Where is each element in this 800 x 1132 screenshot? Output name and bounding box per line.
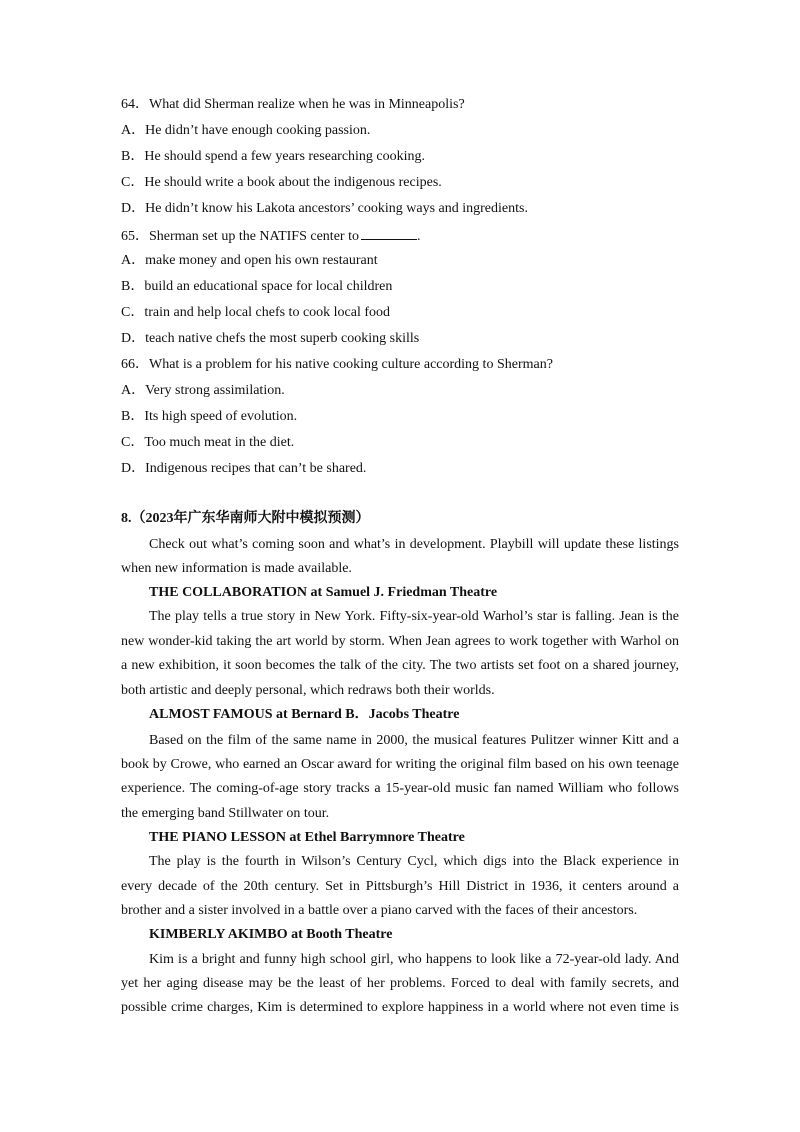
show-text-line: every decade of the 20th century. Set in Pittsburgh’s Hill District in 1936, it centers around a (121, 879, 679, 894)
question-66-option-b: B．Its high speed of evolution. (121, 409, 298, 424)
question-66-option-d: D．Indigenous recipes that can’t be shared. (121, 461, 367, 476)
question-65-stem-end: . (416, 229, 421, 244)
question-64-option-a: A．He didn’t have enough cooking passion. (121, 123, 371, 138)
show-title: KIMBERLY AKIMBO at Booth Theatre (149, 927, 393, 942)
show-text-line: book by Crowe, who earned an Oscar award for writing the original film based on his own teenage (121, 757, 679, 772)
show-text-line: Kim is a bright and funny high school girl, who happens to look like a 72-year-old lady. And (149, 952, 679, 967)
question-64-option-b: B．He should spend a few years researching cooking. (121, 149, 426, 164)
question-64-option-d: D．He didn’t know his Lakota ancestors’ cooking ways and ingredients. (121, 201, 528, 216)
show-text-line: a new exhibition, it soon becomes the talk of the city. The two artists set foot on a shared journey, (121, 658, 679, 673)
question-66-option-c: C．Too much meat in the diet. (121, 435, 295, 450)
question-65-option-c: C．train and help local chefs to cook local food (121, 305, 391, 320)
show-text-line: new wonder-kid taking the art world by storm. When Jean agrees to work together with Warhol on (121, 634, 679, 649)
show-title: THE PIANO LESSON at Ethel Barrymnore Theatre (149, 830, 465, 845)
show-text-line: The play is the fourth in Wilson’s Century Cycl, which digs into the Black experience in (149, 854, 679, 869)
question-66-option-a: A．Very strong assimilation. (121, 383, 285, 398)
show-title: THE COLLABORATION at Samuel J. Friedman Theatre (149, 585, 498, 600)
question-64-stem: 64．What did Sherman realize when he was in Minneapolis? (121, 97, 465, 112)
show-text-line: both artistic and deeply personal, which redraws both their worlds. (121, 683, 495, 698)
question-65-option-d: D．teach native chefs the most superb cooking skills (121, 331, 420, 346)
question-65-option-b: B．build an educational space for local children (121, 279, 393, 294)
intro-line: Check out what’s coming soon and what’s in development. Playbill will update these listings (149, 537, 679, 552)
section-heading: 8.（2023年广东华南师大附中模拟预测） (121, 511, 370, 526)
intro-line: when new information is made available. (121, 561, 352, 576)
question-65-option-a: A．make money and open his own restaurant (121, 253, 378, 268)
show-text-line: possible crime charges, Kim is determined to explore happiness in a world where not even time is (121, 1000, 679, 1015)
question-66-stem: 66．What is a problem for his native cooking culture according to Sherman? (121, 357, 553, 372)
question-64-option-c: C．He should write a book about the indigenous recipes. (121, 175, 442, 190)
show-text-line: the emerging band Stillwater on tour. (121, 806, 330, 821)
question-65-stem: 65．Sherman set up the NATIFS center to (121, 229, 359, 244)
show-text-line: The play tells a true story in New York. Fifty-six-year-old Warhol’s star is falling. Jean is the (149, 609, 679, 624)
show-text-line: Based on the film of the same name in 2000, the musical features Pulitzer winner Kitt and a (149, 733, 679, 748)
show-text-line: experience. The coming-of-age story tracks a 15-year-old music fan named William who follows (121, 781, 679, 796)
question-65-stem-line (121, 227, 420, 245)
show-text-line: brother and a sister involved in a battle over a piano carved with the faces of their ancestors. (121, 903, 638, 918)
show-title: ALMOST FAMOUS at Bernard B．Jacobs Theatre (149, 707, 460, 722)
show-text-line: yet her aging disease may be the least of her problems. Forced to deal with family secrets, and (121, 976, 679, 991)
answer-blank (361, 227, 417, 240)
